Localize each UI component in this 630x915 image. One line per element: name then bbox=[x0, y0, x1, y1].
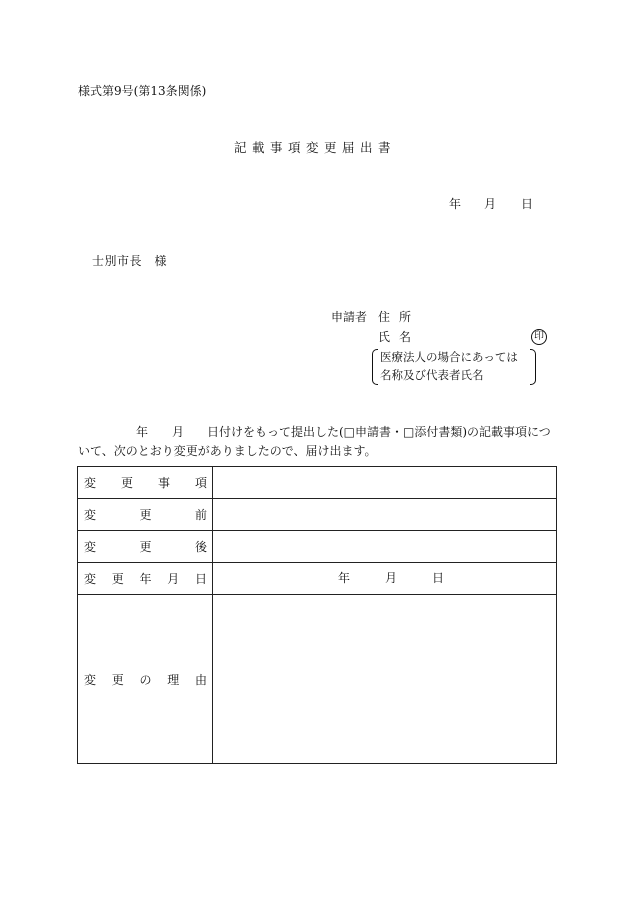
label-char: 更 bbox=[111, 672, 124, 687]
seal-icon: 印 bbox=[531, 329, 547, 345]
label-char: 後 bbox=[194, 540, 207, 554]
label-char: 理 bbox=[167, 672, 180, 687]
label-cell-before-change bbox=[78, 499, 213, 531]
label-char: 前 bbox=[194, 508, 207, 522]
row-label bbox=[78, 570, 212, 587]
body-text-line1: 日付けをもって提出した(□申請書・□添付書類)の記載事項につ bbox=[207, 425, 551, 439]
label-char: 月 bbox=[167, 572, 180, 586]
label-char: 由 bbox=[194, 672, 207, 687]
change-item-field[interactable] bbox=[213, 467, 557, 499]
right-bracket bbox=[530, 349, 536, 385]
date-year-label: 年 bbox=[449, 197, 462, 211]
body-year-label: 年 bbox=[136, 425, 149, 439]
label-char: 更 bbox=[120, 476, 133, 490]
label-cell-change-item bbox=[78, 467, 213, 499]
change-date-month-label: 月 bbox=[385, 571, 398, 585]
label-char: 項 bbox=[194, 476, 207, 490]
document-title: 記載事項変更届出書 bbox=[233, 140, 396, 155]
body-month-label: 月 bbox=[172, 425, 185, 439]
left-bracket bbox=[372, 349, 378, 385]
label-char: 変 bbox=[84, 476, 97, 490]
addressee: 士別市長 様 bbox=[92, 254, 168, 268]
row-label bbox=[78, 538, 212, 555]
label-char: 変 bbox=[84, 508, 97, 522]
label-cell-change-date bbox=[78, 563, 213, 595]
label-char: 日 bbox=[194, 572, 207, 586]
label-char: 年 bbox=[139, 572, 152, 586]
date-day-label: 日 bbox=[521, 197, 534, 211]
row-label bbox=[78, 506, 212, 523]
corporation-note-line2: 名称及び代表者氏名 bbox=[380, 368, 484, 382]
change-date-inner bbox=[213, 563, 556, 594]
label-char: 更 bbox=[139, 540, 152, 554]
table-row-change-reason bbox=[78, 595, 557, 764]
row-label bbox=[78, 671, 212, 688]
label-char: 変 bbox=[84, 572, 97, 586]
change-date-year-label: 年 bbox=[338, 571, 351, 585]
after-change-field[interactable] bbox=[213, 531, 557, 563]
change-reason-field[interactable] bbox=[213, 595, 557, 764]
label-char: 変 bbox=[84, 540, 97, 554]
address-label: 住所 bbox=[378, 310, 421, 324]
table-row-before-change bbox=[78, 499, 557, 531]
applicant-label: 申請者 bbox=[331, 310, 368, 324]
row-label bbox=[78, 474, 212, 491]
table-row-change-date bbox=[78, 563, 557, 595]
label-char: 更 bbox=[139, 508, 152, 522]
label-char: 更 bbox=[111, 572, 124, 586]
label-cell-after-change bbox=[78, 531, 213, 563]
label-char: 事 bbox=[157, 476, 170, 490]
form-number: 様式第9号(第13条関係) bbox=[78, 84, 207, 98]
before-change-field[interactable] bbox=[213, 499, 557, 531]
corporation-note-line1: 医療法人の場合にあっては bbox=[380, 350, 518, 364]
label-cell-change-reason bbox=[78, 595, 213, 764]
table-row-change-item bbox=[78, 467, 557, 499]
body-text-line2: いて、次のとおり変更がありましたので、届け出ます。 bbox=[78, 444, 377, 458]
date-month-label: 月 bbox=[484, 197, 497, 211]
change-date-day-label: 日 bbox=[432, 571, 445, 585]
name-label: 氏名 bbox=[378, 330, 421, 344]
table-row-after-change bbox=[78, 531, 557, 563]
label-char: の bbox=[139, 672, 152, 687]
change-date-field[interactable] bbox=[213, 563, 557, 595]
label-char: 変 bbox=[84, 672, 97, 687]
change-details-table bbox=[77, 466, 557, 764]
